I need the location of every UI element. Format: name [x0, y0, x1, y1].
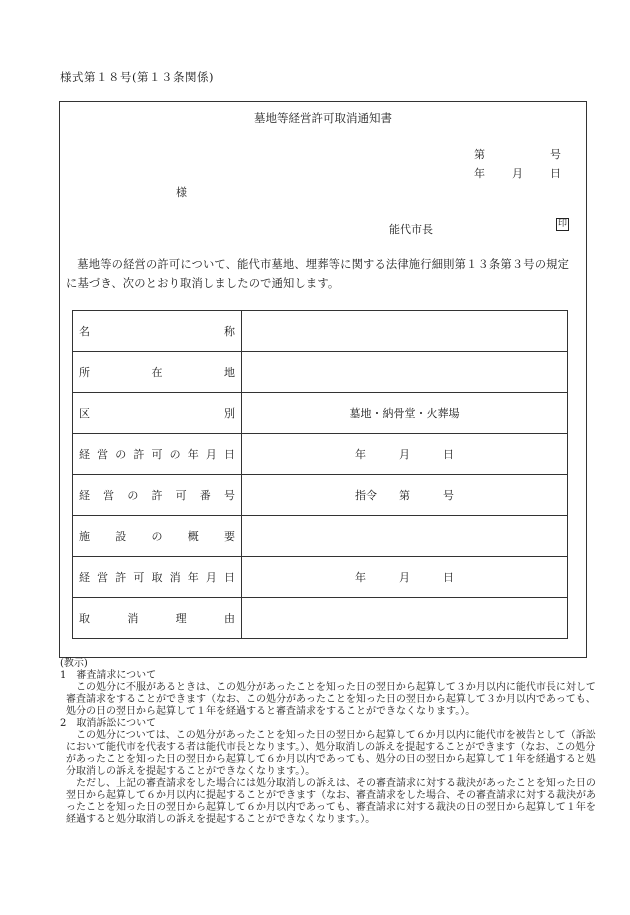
label-char: 許: [151, 489, 163, 502]
label-char: 称: [224, 325, 235, 338]
item2-text-1: この処分については、この処分があったことを知った日の翌日から起算して６か月以内に能代市を被告として（訴訟において能代市を代表する者は能代市長となります。）、処分取消しの訴えを提起することができます（なお、この処分があったことを知った日の翌日から起算して６か月以内であっても、処分の日の翌日から起算して１年を経過すると処分取消しの訴えを提起することができなくなります。）。: [66, 730, 596, 777]
label-char: 日: [224, 448, 235, 461]
row-label-text: [79, 323, 235, 339]
row-label-text: [79, 446, 235, 462]
label-char: 号: [223, 489, 235, 502]
row-label: [73, 352, 242, 393]
label-char: 区: [79, 407, 90, 420]
row-label: [73, 434, 242, 475]
table-row: [73, 393, 568, 434]
label-char: 許: [133, 448, 145, 461]
issuer-name: 能代市長: [389, 223, 433, 236]
label-char: 番: [199, 489, 211, 502]
label-char: 月: [205, 448, 217, 461]
label-char: 在: [151, 366, 163, 379]
item1-text: この処分に不服があるときは、この処分があったことを知った日の翌日から起算して３か月以内に能代市長に対して審査請求をすることができます（なお、この処分があったことを知った日の翌日から起算して３か月以内であっても、処分の日の翌日から起算して１年を経過すると審査請求をすることができなくなります。）。: [66, 682, 596, 717]
item2-title: 2 取消訴訟について: [60, 718, 157, 729]
label-char: 取: [151, 571, 163, 584]
label-char: 可: [175, 489, 187, 502]
label-char: 月: [205, 571, 217, 584]
label-char: の: [151, 530, 163, 543]
label-char: 経: [79, 489, 90, 502]
number-dai: 第: [474, 148, 485, 161]
label-char: の: [127, 489, 139, 502]
label-char: 営: [103, 489, 115, 502]
row-label: [73, 557, 242, 598]
row-value: 墓地・納骨堂・火葬場: [242, 393, 568, 434]
notice-body-text: 墓地等の経営の許可について、能代市墓地、埋葬等に関する法律施行細則第１３条第３号の規定に基づき、次のとおり取消しましたので通知します。: [66, 258, 570, 290]
label-char: の: [169, 448, 181, 461]
item2-text-2: ただし、上記の審査請求をした場合には処分取消しの訴えは、その審査請求に対する裁決があったことを知った日の翌日から起算して６か月以内に提起することができます（なお、審査請求をした場合、その審査請求に対する裁決があったことを知った日の翌日から起算して６か月以内であっても、審査請求に対する裁決の日の翌日から起算して１年を経過すると処分取消しの訴えを提起することができなくなります。）。: [66, 778, 596, 825]
table-row: [73, 598, 568, 639]
label-char: の: [115, 448, 127, 461]
label-char: 地: [224, 366, 235, 379]
label-char: 設: [115, 530, 127, 543]
label-char: 可: [151, 448, 163, 461]
table-row: [73, 311, 568, 352]
table-row: [73, 352, 568, 393]
label-char: 所: [79, 366, 90, 379]
table-row: [73, 516, 568, 557]
label-char: 経: [79, 571, 90, 584]
form-number: 様式第１８号(第１３条関係): [60, 70, 214, 84]
row-label-text: [79, 528, 235, 544]
label-char: 可: [133, 571, 145, 584]
number-go: 号: [550, 148, 561, 161]
row-value: 年 月 日: [242, 434, 568, 475]
row-label-text: [79, 610, 235, 626]
label-char: 日: [224, 571, 235, 584]
row-label-text: [79, 364, 235, 380]
row-value: [242, 598, 568, 639]
date-month: 月: [512, 167, 523, 180]
label-char: 概: [187, 530, 199, 543]
label-char: 営: [97, 448, 109, 461]
row-label-text: [79, 405, 235, 421]
seal-mark: 印: [557, 219, 567, 229]
instructions-section: [60, 658, 600, 826]
label-char: 経: [79, 448, 90, 461]
label-char: 営: [97, 571, 109, 584]
label-char: 施: [79, 530, 90, 543]
row-label: [73, 475, 242, 516]
label-char: 由: [223, 612, 235, 625]
label-char: 別: [224, 407, 235, 420]
row-label: [73, 516, 242, 557]
row-value: [242, 516, 568, 557]
row-value: 年 月 日: [242, 557, 568, 598]
row-label-text: [79, 487, 235, 503]
row-label: [73, 311, 242, 352]
row-value: [242, 352, 568, 393]
label-char: 年: [187, 448, 199, 461]
row-label-text: [79, 569, 235, 585]
date-day: 日: [550, 167, 561, 180]
info-table: [72, 310, 568, 639]
label-char: 要: [224, 530, 235, 543]
label-char: 取: [79, 612, 90, 625]
table-row: [73, 434, 568, 475]
label-char: 理: [175, 612, 187, 625]
table-row: [73, 557, 568, 598]
row-value: [242, 311, 568, 352]
document-title: 墓地等経営許可取消通知書: [254, 111, 392, 125]
date-year: 年: [474, 167, 485, 180]
item1-title: 1 審査請求について: [60, 670, 157, 681]
label-char: 年: [187, 571, 199, 584]
label-char: 名: [79, 325, 90, 338]
label-char: 消: [169, 571, 181, 584]
instructions-heading: (教示): [60, 658, 88, 669]
label-char: 消: [127, 612, 139, 625]
notice-frame: [59, 101, 587, 658]
row-label: [73, 598, 242, 639]
row-value: 指令 第 号: [242, 475, 568, 516]
table-row: [73, 475, 568, 516]
label-char: 許: [115, 571, 127, 584]
row-label: [73, 393, 242, 434]
addressee-suffix: 様: [176, 186, 187, 199]
